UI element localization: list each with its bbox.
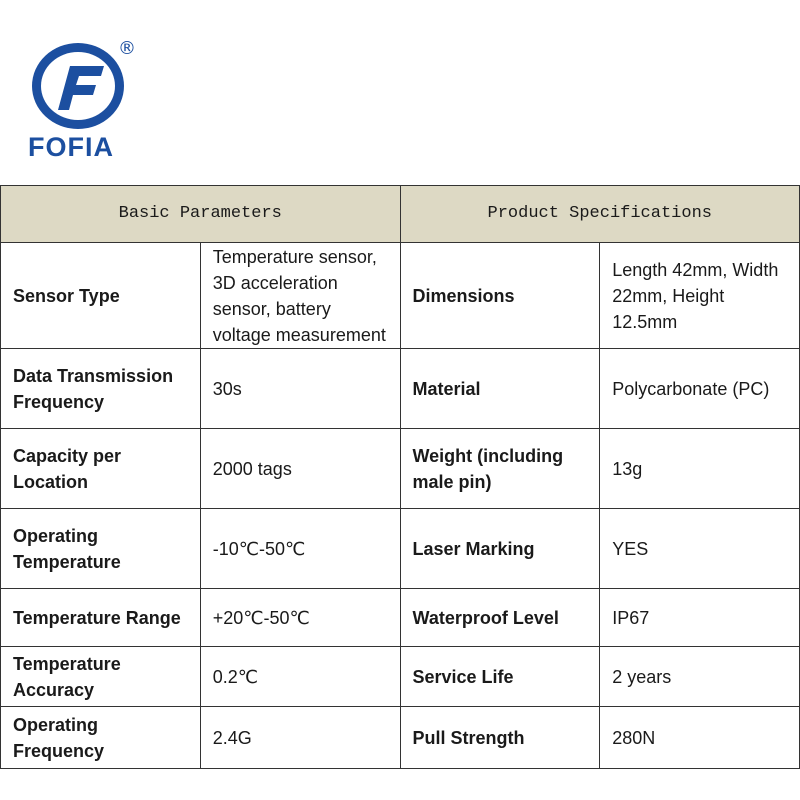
spec-name: Pull Strength [400,707,600,769]
param-name: Capacity per Location [1,429,201,509]
brand-logo [28,40,138,165]
spec-table [0,185,800,769]
spec-value: 280N [600,707,800,769]
spec-name: Waterproof Level [400,589,600,647]
table-row [1,509,800,589]
table-header-row [1,186,800,243]
spec-name: Laser Marking [400,509,600,589]
table-row [1,647,800,707]
table-row [1,429,800,509]
param-value: -10℃-50℃ [200,509,400,589]
spec-value: Polycarbonate (PC) [600,349,800,429]
brand-name: FOFIA [28,132,114,162]
param-name: Operating Frequency [1,707,201,769]
spec-value: IP67 [600,589,800,647]
spec-name: Dimensions [400,243,600,349]
basic-parameters-header: Basic Parameters [1,186,401,243]
param-value: +20℃-50℃ [200,589,400,647]
page-edge-mask [678,770,800,800]
registered-mark: ® [118,38,136,59]
param-name: Temperature Accuracy [1,647,201,707]
spec-name: Material [400,349,600,429]
spec-value: Length 42mm, Width 22mm, Height 12.5mm [600,243,800,349]
param-name: Temperature Range [1,589,201,647]
param-value: 30s [200,349,400,429]
spec-value: YES [600,509,800,589]
spec-value: 13g [600,429,800,509]
spec-name: Weight (including male pin) [400,429,600,509]
param-name: Sensor Type [1,243,201,349]
param-name: Operating Temperature [1,509,201,589]
spec-value: 2 years [600,647,800,707]
table-row [1,243,800,349]
param-value: 2.4G [200,707,400,769]
table-row [1,707,800,769]
table-row [1,589,800,647]
fofia-logo-icon [28,40,128,132]
param-value: Temperature sensor, 3D acceleration sensor, battery voltage measurement [200,243,400,349]
table-row [1,349,800,429]
param-name: Data Transmission Frequency [1,349,201,429]
product-specifications-header: Product Specifications [400,186,800,243]
param-value: 2000 tags [200,429,400,509]
spec-name: Service Life [400,647,600,707]
param-value: 0.2℃ [200,647,400,707]
